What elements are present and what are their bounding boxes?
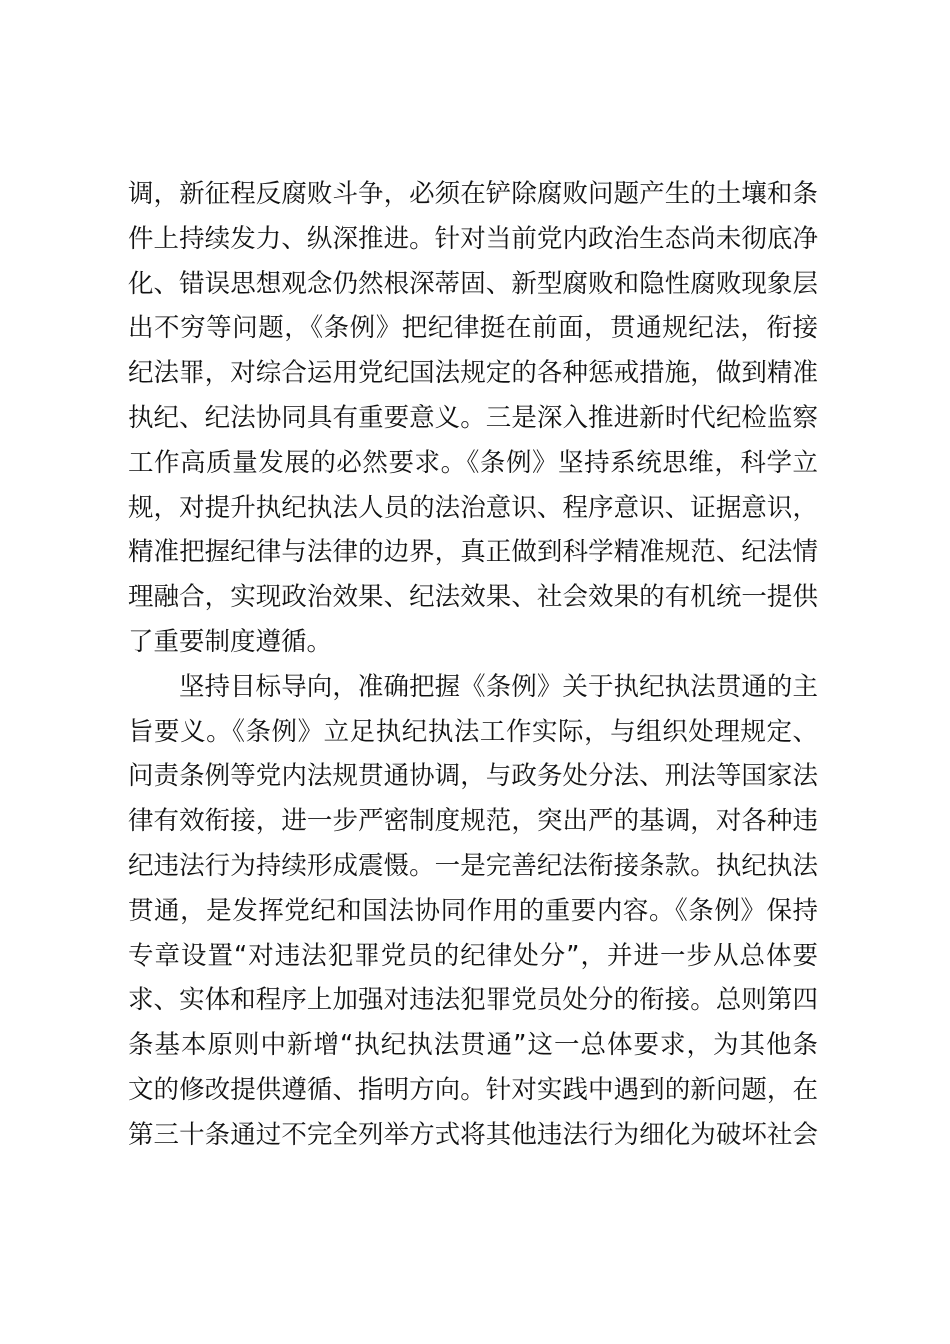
text-line: 文的修改提供遵循、指明方向。针对实践中遇到的新问题，在 [128,1074,818,1105]
text-line: 精准把握纪律与法律的边界，真正做到科学精准规范、纪法情 [128,537,818,568]
text-line: 旨要义。《条例》立足执纪执法工作实际，与组织处理规定、 [128,716,818,747]
text-line: 贯通，是发挥党纪和国法协同作用的重要内容。《条例》保持 [128,895,818,926]
text-line: 理融合，实现政治效果、纪法效果、社会效果的有机统一提供 [128,582,818,613]
text-line: 纪违法行为持续形成震慑。一是完善纪法衔接条款。执纪执法 [128,850,818,881]
text-line: 调，新征程反腐败斗争，必须在铲除腐败问题产生的土壤和条 [128,179,818,209]
text-line: 工作高质量发展的必然要求。《条例》坚持系统思维，科学立 [128,447,818,478]
text-line: 了重要制度遵循。 [128,626,333,657]
text-line: 件上持续发力、纵深推进。针对当前党内政治生态尚未彻底净 [128,223,818,254]
text-line: 求、实体和程序上加强对违法犯罪党员处分的衔接。总则第四 [128,985,818,1016]
text-line: 律有效衔接，进一步严密制度规范，突出严的基调，对各种违 [128,806,818,837]
text-line: 出不穷等问题，《条例》把纪律挺在前面，贯通规纪法，衔接 [128,313,818,344]
body-text [128,172,818,1158]
paragraph-1 [128,172,818,665]
text-line: 规，对提升执纪执法人员的法治意识、程序意识、证据意识， [128,492,818,523]
text-line: 问责条例等党内法规贯通协调，与政务处分法、刑法等国家法 [128,761,818,792]
text-line: 化、错误思想观念仍然根深蒂固、新型腐败和隐性腐败现象层 [128,268,818,299]
text-line: 条基本原则中新增“执纪执法贯通”这一总体要求，为其他条 [128,1030,818,1061]
paragraph-2 [128,665,818,1158]
text-line: 坚持目标导向，准确把握《条例》关于执纪执法贯通的主 [179,671,818,702]
text-line: 执纪、纪法协同具有重要意义。三是深入推进新时代纪检监察 [128,402,818,433]
text-line: 第三十条通过不完全列举方式将其他违法行为细化为破坏社会 [128,1119,818,1150]
text-line: 纪法罪，对综合运用党纪国法规定的各种惩戒措施，做到精准 [128,358,818,389]
text-line: 专章设置“对违法犯罪党员的纪律处分”，并进一步从总体要 [128,940,818,971]
